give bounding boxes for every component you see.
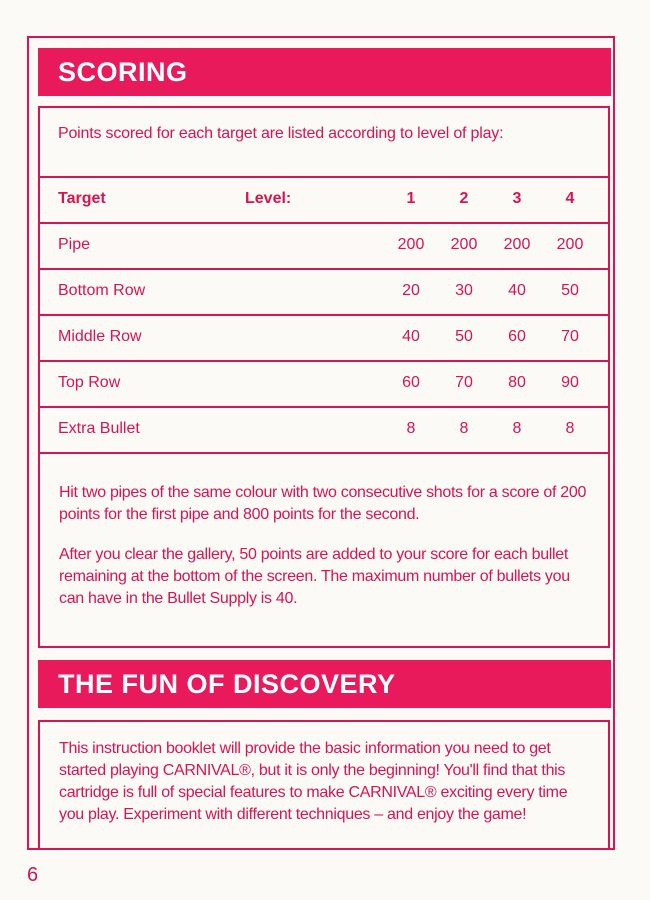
scoring-box [38,106,610,648]
score-level-3: 80 [508,374,526,391]
score-level-2: 70 [455,374,473,391]
discovery-heading: THE FUN OF DISCOVERY [38,660,611,708]
score-level-3: 60 [508,328,526,345]
score-level-2: 30 [455,282,473,299]
score-level-4: 8 [565,420,575,437]
score-level-2: 50 [455,328,473,345]
target-name: Bottom Row [58,282,146,299]
score-level-3: 200 [503,236,531,253]
score-level-2: 8 [459,420,469,437]
table-row [40,406,608,452]
score-level-1: 40 [402,328,420,345]
target-name: Extra Bullet [58,420,140,437]
score-level-4: 70 [561,328,579,345]
level-3-header: 3 [512,190,522,207]
score-level-3: 40 [508,282,526,299]
table-row [40,222,608,268]
level-2-header: 2 [459,190,469,207]
score-level-3: 8 [512,420,522,437]
target-column-header: Target [58,190,106,207]
table-bottom-rule [40,452,608,454]
score-level-1: 20 [402,282,420,299]
bullet-bonus-note: After you clear the gallery, 50 points are added to your score for each bullet remaining at the bottom of the screen. The maximum number of bullets you can have in the Bullet Supply is 40. [59,546,570,607]
score-level-1: 60 [402,374,420,391]
discovery-text: This instruction booklet will provide the basic information you need to get started playing CARNIVAL®, but it is only the beginning! You'll find that this cartridge is full of special features to make CARNIVAL® exciting every time you play. Experiment with different techniques – and enjoy the game! [59,740,568,823]
score-level-1: 8 [406,420,416,437]
score-level-2: 200 [450,236,478,253]
level-4-header: 4 [565,190,575,207]
score-level-4: 200 [556,236,584,253]
score-level-1: 200 [397,236,425,253]
target-name: Middle Row [58,328,142,345]
target-name: Top Row [58,374,121,391]
table-row [40,360,608,406]
page-number: 6 [27,864,39,886]
table-header-row [40,176,608,222]
score-level-4: 50 [561,282,579,299]
level-1-header: 1 [406,190,416,207]
score-level-4: 90 [561,374,579,391]
pipe-bonus-note: Hit two pipes of the same colour with two consecutive shots for a score of 200 points for the first pipe and 800 points for the second. [59,484,587,523]
scoring-heading: SCORING [38,48,611,96]
level-column-header: Level: [245,190,292,207]
discovery-box [38,720,610,850]
target-name: Pipe [58,236,91,253]
table-row [40,314,608,360]
table-row [40,268,608,314]
scoring-intro: Points scored for each target are listed according to level of play: [58,125,504,142]
